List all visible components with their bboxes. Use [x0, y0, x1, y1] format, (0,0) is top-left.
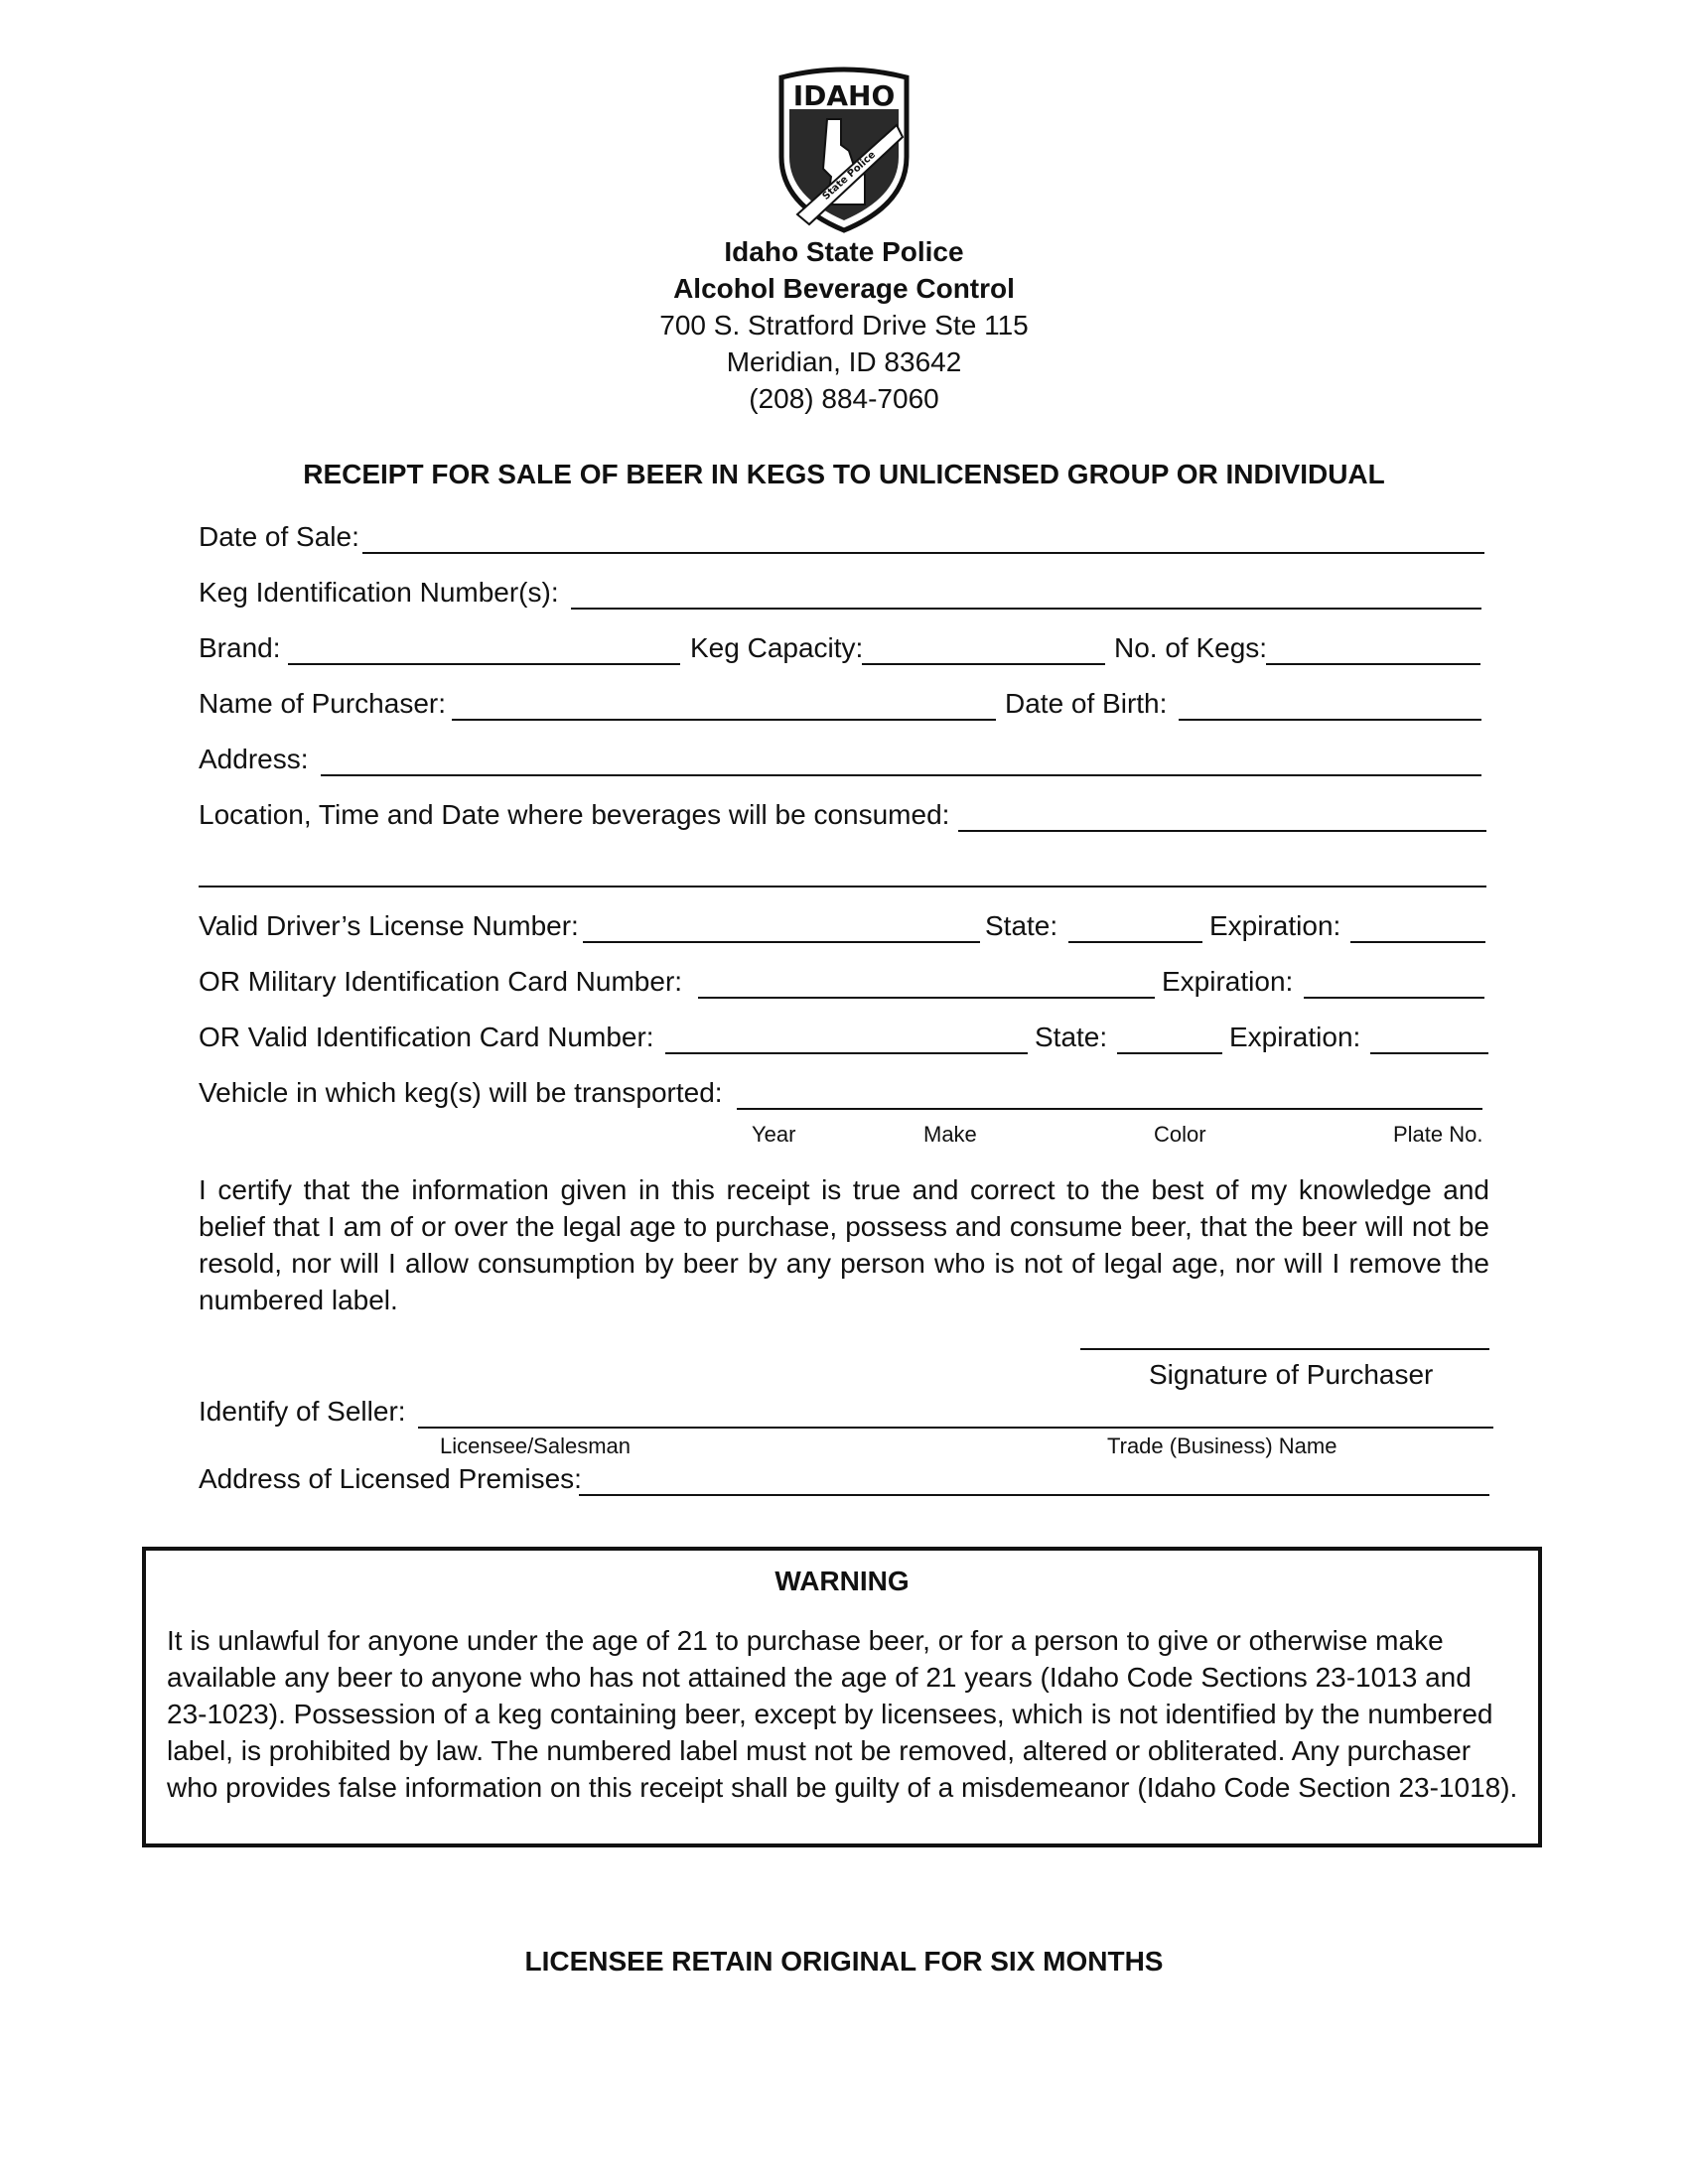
vehicle-plate-caption: Plate No.	[1393, 1122, 1483, 1147]
date-of-sale-field[interactable]	[362, 522, 1484, 554]
keg-id-label: Keg Identification Number(s):	[199, 577, 559, 608]
location-field[interactable]	[958, 800, 1486, 832]
vehicle-make-caption: Make	[923, 1122, 977, 1147]
trade-name-caption: Trade (Business) Name	[1107, 1433, 1337, 1458]
agency-name: Idaho State Police	[724, 236, 964, 267]
valid-id-state-field[interactable]	[1117, 1023, 1222, 1054]
dl-state-field[interactable]	[1068, 911, 1202, 943]
keg-id-field[interactable]	[571, 578, 1481, 610]
agency-phone: (208) 884-7060	[749, 383, 939, 414]
dl-expiration-label: Expiration:	[1209, 910, 1341, 941]
signature-caption: Signature of Purchaser	[1149, 1359, 1434, 1390]
drivers-license-label: Valid Driver’s License Number:	[199, 910, 579, 941]
valid-id-field[interactable]	[665, 1023, 1028, 1054]
seller-label: Identify of Seller:	[199, 1396, 406, 1427]
warning-box	[142, 1547, 1542, 1847]
valid-id-expiration-field[interactable]	[1370, 1023, 1488, 1054]
seller-field[interactable]	[418, 1397, 1493, 1429]
vehicle-year-caption: Year	[752, 1122, 796, 1147]
date-of-birth-label: Date of Birth:	[1005, 688, 1168, 719]
purchaser-name-field[interactable]	[452, 689, 996, 721]
keg-capacity-field[interactable]	[862, 633, 1105, 665]
military-expiration-label: Expiration:	[1162, 966, 1294, 997]
location-field-line2[interactable]	[199, 856, 1486, 887]
no-of-kegs-label: No. of Kegs:	[1114, 632, 1268, 663]
agency-address-line1: 700 S. Stratford Drive Ste 115	[659, 310, 1029, 341]
premises-label: Address of Licensed Premises:	[199, 1463, 582, 1494]
valid-id-label: OR Valid Identification Card Number:	[199, 1022, 654, 1052]
date-of-sale-label: Date of Sale:	[199, 521, 359, 552]
warning-title: WARNING	[774, 1566, 910, 1596]
licensee-salesman-caption: Licensee/Salesman	[440, 1433, 632, 1458]
seal-band-text: State Police	[820, 149, 879, 203]
military-expiration-field[interactable]	[1304, 967, 1484, 999]
retention-notice: LICENSEE RETAIN ORIGINAL FOR SIX MONTHS	[524, 1946, 1164, 1977]
keg-capacity-label: Keg Capacity:	[690, 632, 864, 663]
vehicle-label: Vehicle in which keg(s) will be transported:	[199, 1077, 723, 1108]
premises-field[interactable]	[579, 1464, 1489, 1496]
valid-id-state-label: State:	[1035, 1022, 1108, 1052]
form-title: RECEIPT FOR SALE OF BEER IN KEGS TO UNLICENSED GROUP OR INDIVIDUAL	[303, 459, 1385, 489]
brand-label: Brand:	[199, 632, 281, 663]
purchaser-name-label: Name of Purchaser:	[199, 688, 446, 719]
seal-title: IDAHO	[792, 79, 896, 112]
vehicle-field[interactable]	[737, 1078, 1482, 1110]
address-label: Address:	[199, 744, 309, 774]
no-of-kegs-field[interactable]	[1266, 633, 1480, 665]
date-of-birth-field[interactable]	[1179, 689, 1481, 721]
military-id-field[interactable]	[698, 967, 1155, 999]
brand-field[interactable]	[288, 633, 680, 665]
dl-expiration-field[interactable]	[1350, 911, 1485, 943]
agency-division: Alcohol Beverage Control	[673, 273, 1015, 304]
warning-text: It is unlawful for anyone under the age of 21 to purchase beer, or for a person to give or otherwise make available any beer to anyone who has not attained the age of 21 years (Idaho Code Sections 23-1013 and 23-1023). Possession of a keg containing beer, except by licensees, which is not identified by the numbered label, is prohibited by law. The numbered label must not be removed, altered or obliterated. Any purchaser who provides false information on this receipt shall be guilty of a misdemeanor (Idaho Code Section 23-1018).	[167, 1625, 1518, 1803]
location-label: Location, Time and Date where beverages will be consumed:	[199, 799, 950, 830]
dl-state-label: State:	[985, 910, 1058, 941]
idaho-state-police-seal	[770, 66, 918, 234]
drivers-license-field[interactable]	[583, 911, 980, 943]
purchaser-signature-field[interactable]	[1080, 1318, 1489, 1350]
valid-id-expiration-label: Expiration:	[1229, 1022, 1361, 1052]
military-id-label: OR Military Identification Card Number:	[199, 966, 683, 997]
address-field[interactable]	[321, 745, 1481, 776]
agency-address-line2: Meridian, ID 83642	[726, 346, 962, 377]
certification-text: I certify that the information given in this receipt is true and correct to the best of my knowledge and belief that I am of or over the legal age to purchase, possess and consume beer, that the beer will not be resold, nor will I allow consumption by beer by any person who is not of legal age, nor will I remove the numbered label.	[199, 1174, 1489, 1315]
vehicle-color-caption: Color	[1154, 1122, 1206, 1147]
